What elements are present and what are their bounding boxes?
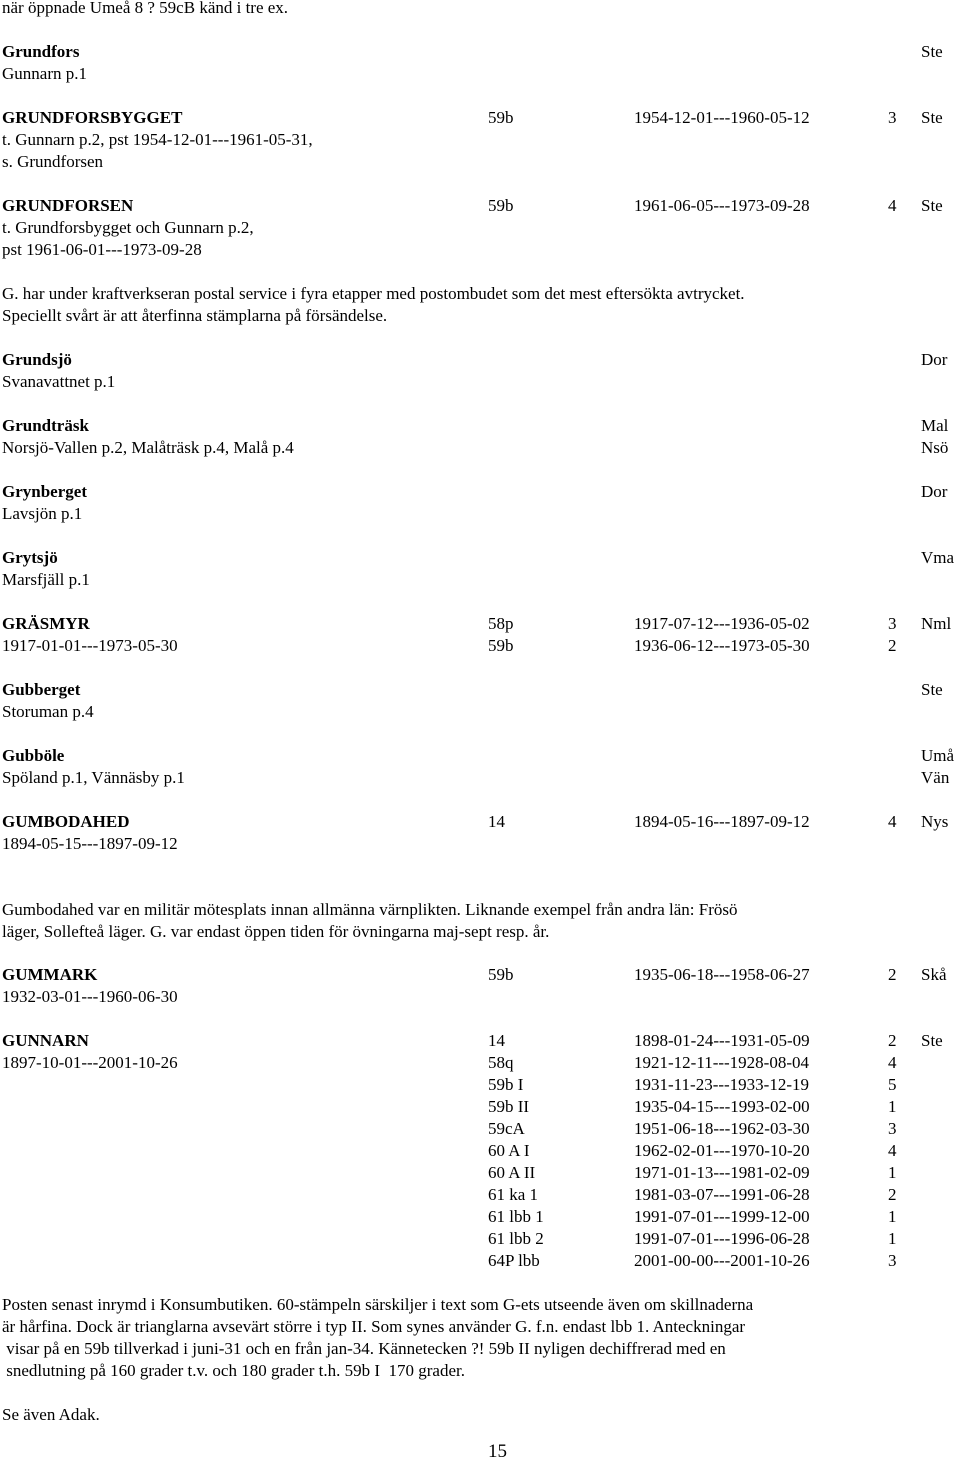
entry-subtext: Norsjö-Vallen p.2, Malåträsk p.4, Malå p.4 [2,438,294,457]
stamp-period: 1894-05-16---1897-09-12 [634,812,810,831]
stamp-period: 1962-02-01---1970-10-20 [634,1141,810,1160]
entry-region: Ste [921,42,943,61]
entry-name: Grundträsk [2,416,89,435]
entry-subtext: pst 1961-06-01---1973-09-28 [2,240,202,259]
entry-region: Nys [921,812,949,831]
stamp-count: 4 [888,1141,897,1160]
stamp-period: 1981-03-07---1991-06-28 [634,1185,810,1204]
see-also: Se även Adak. [2,1405,100,1424]
entry-region: Ste [921,108,943,127]
entry-region: Ste [921,196,943,215]
page-number: 15 [488,1441,507,1462]
stamp-type: 59b [488,965,514,984]
entry-region: Skå [921,965,947,984]
stamp-type: 60 A I [488,1141,530,1160]
entry-region: Umå [921,746,955,765]
entry-region: Vän [921,768,950,787]
entry-region: Vma [921,548,955,567]
stamp-type: 58q [488,1053,514,1072]
stamp-period: 1954-12-01---1960-05-12 [634,108,810,127]
stamp-count: 5 [888,1075,897,1094]
stamp-period: 2001-00-00---2001-10-26 [634,1251,810,1270]
stamp-period: 1898-01-24---1931-05-09 [634,1031,810,1050]
entry-subtext: 1894-05-15---1897-09-12 [2,834,178,853]
entry-name: GRÄSMYR [2,614,90,633]
stamp-period: 1951-06-18---1962-03-30 [634,1119,810,1138]
stamp-count: 1 [888,1097,897,1116]
stamp-count: 1 [888,1207,897,1226]
entry-subtext: 1932-03-01---1960-06-30 [2,987,178,1006]
entry-name: Grundfors [2,42,80,61]
entry-region: Mal [921,416,949,435]
stamp-count: 4 [888,812,897,831]
entry-region: Dor [921,482,948,501]
entry-subtext: Gunnarn p.1 [2,64,87,83]
stamp-period: 1961-06-05---1973-09-28 [634,196,810,215]
entry-subtext: Lavsjön p.1 [2,504,83,523]
stamp-period: 1921-12-11---1928-08-04 [634,1053,809,1072]
note-line: G. har under kraftverkseran postal service i fyra etapper med postombudet som det mest eftersökta avtrycket. [2,284,745,303]
entry-name: GUMMARK [2,965,98,984]
stamp-type: 59cA [488,1119,525,1138]
entry-subtext: 1917-01-01---1973-05-30 [2,636,178,655]
stamp-type: 59b [488,196,514,215]
stamp-count: 3 [888,614,897,633]
entry-name: Grytsjö [2,548,58,567]
note-line: snedlutning på 160 grader t.v. och 180 grader t.h. 59b I 170 grader. [2,1361,465,1380]
entry-region: Nml [921,614,952,633]
stamp-type: 58p [488,614,514,633]
entry-name: Grundsjö [2,350,72,369]
entry-region: Ste [921,1031,943,1050]
stamp-type: 59b [488,636,514,655]
stamp-count: 3 [888,1251,897,1270]
entry-subtext: t. Grundforsbygget och Gunnarn p.2, [2,218,254,237]
entry-region: Ste [921,680,943,699]
stamp-period: 1991-07-01---1996-06-28 [634,1229,810,1248]
entry-name: Grynberget [2,482,87,501]
entry-name: Gubböle [2,746,65,765]
note-line: är hårfina. Dock är trianglarna avsevärt större i typ II. Som synes använder G. f.n. endast lbb 1. Anteckningar [2,1317,746,1336]
stamp-period: 1991-07-01---1999-12-00 [634,1207,810,1226]
entry-subtext: 1897-10-01---2001-10-26 [2,1053,178,1072]
stamp-count: 4 [888,196,897,215]
entry-name: GRUNDFORSEN [2,196,134,215]
stamp-period: 1935-06-18---1958-06-27 [634,965,810,984]
stamp-type: 59b I [488,1075,524,1094]
stamp-count: 3 [888,108,897,127]
entry-subtext: Svanavattnet p.1 [2,372,116,391]
note-line: Speciellt svårt är att återfinna stämplarna på försändelse. [2,306,388,325]
entry-name: Gubberget [2,680,81,699]
stamp-type: 59b [488,108,514,127]
stamp-count: 2 [888,1185,897,1204]
stamp-type: 61 ka 1 [488,1185,539,1204]
stamp-count: 1 [888,1163,897,1182]
note-line: läger, Sollefteå läger. G. var endast öppen tiden för övningarna maj-sept resp. år. [2,922,550,941]
stamp-count: 2 [888,965,897,984]
stamp-period: 1935-04-15---1993-02-00 [634,1097,810,1116]
stamp-count: 4 [888,1053,897,1072]
entry-name: GUNNARN [2,1031,89,1050]
header-note: när öppnade Umeå 8 ? 59cB känd i tre ex. [2,0,289,17]
stamp-period: 1931-11-23---1933-12-19 [634,1075,809,1094]
stamp-count: 2 [888,1031,897,1050]
stamp-period: 1917-07-12---1936-05-02 [634,614,810,633]
stamp-period: 1971-01-13---1981-02-09 [634,1163,810,1182]
entry-name: GRUNDFORSBYGGET [2,108,183,127]
note-line: visar på en 59b tillverkad i juni-31 och en från jan-34. Kännetecken ?! 59b II nyligen dechiffrerad med en [2,1339,726,1358]
stamp-period: 1936-06-12---1973-05-30 [634,636,810,655]
stamp-type: 14 [488,1031,505,1050]
stamp-count: 3 [888,1119,897,1138]
note-line: Posten senast inrymd i Konsumbutiken. 60-stämpeln särskiljer i text som G-ets utseende även om skillnaderna [2,1295,754,1314]
entry-name: GUMBODAHED [2,812,130,831]
stamp-type: 14 [488,812,505,831]
note-line: Gumbodahed var en militär mötesplats innan allmänna värnplikten. Liknande exempel från andra län: Frösö [2,900,738,919]
entry-region: Nsö [921,438,949,457]
entry-subtext: Spöland p.1, Vännäsby p.1 [2,768,185,787]
stamp-type: 64P lbb [488,1251,540,1270]
stamp-type: 61 lbb 2 [488,1229,544,1248]
entry-region: Dor [921,350,948,369]
entry-subtext: t. Gunnarn p.2, pst 1954-12-01---1961-05-31, [2,130,313,149]
stamp-type: 59b II [488,1097,530,1116]
entry-subtext: Marsfjäll p.1 [2,570,90,589]
stamp-count: 2 [888,636,897,655]
entry-subtext: Storuman p.4 [2,702,94,721]
entry-subtext: s. Grundforsen [2,152,104,171]
stamp-type: 61 lbb 1 [488,1207,544,1226]
stamp-type: 60 A II [488,1163,536,1182]
stamp-count: 1 [888,1229,897,1248]
